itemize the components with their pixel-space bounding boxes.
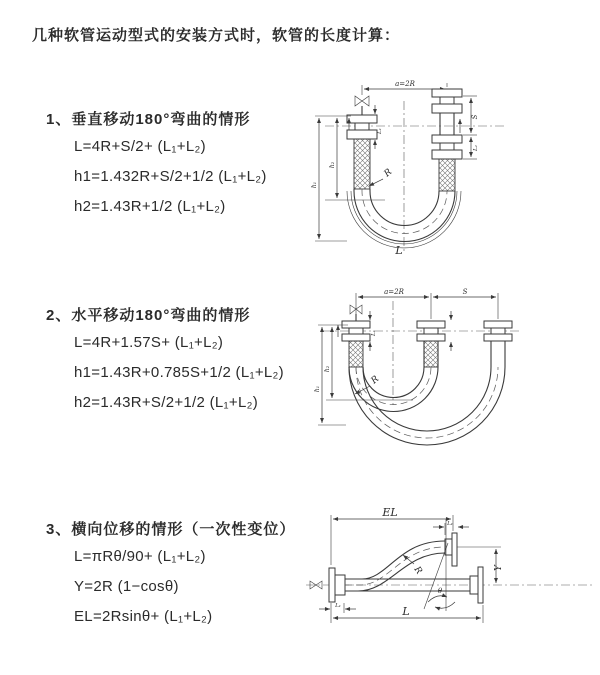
radius-arrow xyxy=(403,555,414,564)
section-1-formula-L: L=4R+S/2+ (L₁+L₂) xyxy=(74,138,206,155)
flange-plate xyxy=(478,567,483,603)
dim-label-s: S xyxy=(471,114,479,120)
dim-label-l1-top: L₁ xyxy=(447,521,453,527)
construction-line-radius xyxy=(424,543,448,609)
dim-label-l2: L₂ xyxy=(473,145,479,151)
section-2-formula-h2: h2=1.43R+S/2+1/2 (L₁+L₂) xyxy=(74,394,259,411)
angle-arc xyxy=(435,602,455,608)
radius-label: R xyxy=(411,564,424,577)
dim-label-h2: h₂ xyxy=(329,161,336,169)
hose-centerline xyxy=(362,189,447,234)
flange-plate xyxy=(452,533,457,566)
radius-arrow xyxy=(369,179,383,186)
radius-label: R xyxy=(382,167,395,180)
dim-label-l: L xyxy=(402,605,410,618)
valve-icon xyxy=(355,96,369,106)
dim-label-l1-bottom: L₁ xyxy=(335,603,341,609)
hose-centerline xyxy=(356,367,431,405)
page-title: 几种软管运动型式的安装方式时，软管的长度计算： xyxy=(32,27,401,44)
dim-label-h2: h₂ xyxy=(324,365,331,373)
dim-label-y: Y xyxy=(494,565,504,571)
dim-label-a2r: a=2R xyxy=(395,80,415,88)
dim-label-h1: h₁ xyxy=(314,385,321,393)
braided-hose-section xyxy=(424,341,438,367)
angle-label-theta: θ xyxy=(437,587,443,595)
diagram-horizontal-180-bend xyxy=(308,285,598,460)
section-3-formula-EL: EL=2Rsinθ+ (L₁+L₂) xyxy=(74,608,213,625)
diagram-vertical-180-bend xyxy=(305,73,595,258)
flange-hub xyxy=(470,576,478,594)
flange xyxy=(432,135,462,143)
flange xyxy=(432,89,462,97)
section-3-heading: 3、横向位移的情形（一次性变位） xyxy=(46,521,296,538)
dim-label-a2r: a=2R xyxy=(384,288,404,296)
dim-label-el: EL xyxy=(382,506,398,519)
dim-label-s: S xyxy=(462,288,468,296)
section-1-formula-h2: h2=1.43R+1/2 (L₁+L₂) xyxy=(74,198,226,215)
flange xyxy=(355,123,369,130)
flange-hub xyxy=(335,575,345,595)
dim-label-h1: h₁ xyxy=(311,181,318,189)
flange xyxy=(440,143,454,150)
section-2-heading: 2、水平移动180°弯曲的情形 xyxy=(46,307,251,324)
angle-arc xyxy=(428,596,447,602)
dim-label-l1: L₁ xyxy=(371,330,377,336)
dim-label-l1: L₁ xyxy=(377,128,383,134)
section-3-formula-L: L=πRθ/90+ (L₁+L₂) xyxy=(74,548,206,565)
hose-inner-wall xyxy=(363,341,424,397)
flange xyxy=(432,150,462,159)
hose-curved-top xyxy=(345,541,445,579)
section-1-formula-h1: h1=1.432R+S/2+1/2 (L₁+L₂) xyxy=(74,168,267,185)
hose-inner-wall xyxy=(370,189,439,226)
braided-hose-section xyxy=(439,159,455,191)
flange xyxy=(440,97,454,104)
braided-hose-section xyxy=(349,341,363,367)
diagram-lateral-displacement xyxy=(300,505,600,647)
flange xyxy=(347,130,377,139)
flange-plate xyxy=(329,568,335,602)
section-3-formula-Y: Y=2R (1−cosθ) xyxy=(74,578,179,595)
section-2-formula-L: L=4R+1.57S+ (L₁+L₂) xyxy=(74,334,224,351)
section-2-formula-h1: h1=1.43R+0.785S+1/2 (L₁+L₂) xyxy=(74,364,284,381)
radius-label: R xyxy=(369,374,382,387)
braided-hose-section xyxy=(354,139,370,189)
length-label: L xyxy=(395,244,403,257)
flange xyxy=(432,104,462,113)
flange xyxy=(347,115,377,123)
section-1-heading: 1、垂直移动180°弯曲的情形 xyxy=(46,111,251,128)
